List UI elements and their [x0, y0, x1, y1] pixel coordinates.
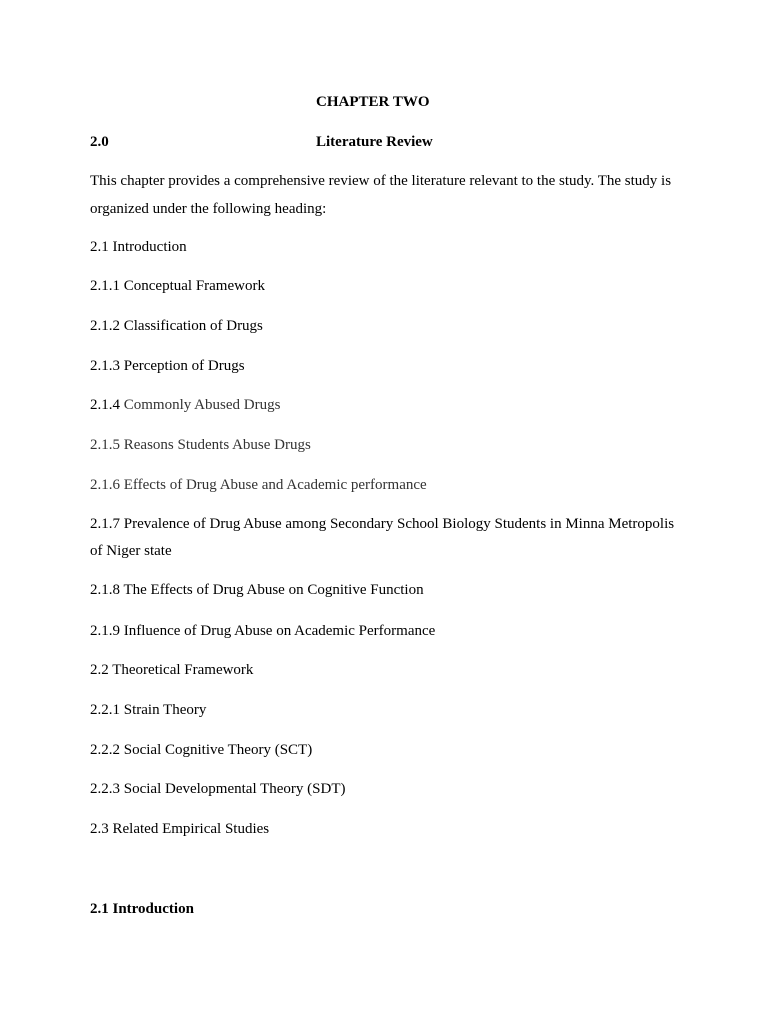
toc-number: 2.1.6	[90, 477, 120, 493]
toc-number: 2.1.5	[90, 437, 120, 453]
toc-label: Social Developmental Theory (SDT)	[123, 781, 346, 797]
toc-number: 2.1.8	[90, 582, 120, 598]
toc-item	[90, 511, 690, 565]
toc-number: 2.2	[90, 662, 109, 678]
toc-number: 2.3	[90, 821, 109, 837]
toc-number: 2.1.3	[90, 358, 120, 374]
toc-number: 2.1.9	[90, 623, 120, 639]
section-heading	[90, 132, 690, 152]
toc-label: The Effects of Drug Abuse on Cognitive Function	[123, 582, 424, 598]
toc-label: Effects of Drug Abuse and Academic performance	[123, 477, 427, 493]
intro-paragraph: This chapter provides a comprehensive review of the literature relevant to the study. The study is organized under the following heading:	[90, 173, 672, 217]
toc-label: Perception of Drugs	[123, 358, 245, 374]
toc-label: Influence of Drug Abuse on Academic Performance	[123, 623, 436, 639]
toc-item	[90, 816, 690, 843]
toc-number: 2.2.1	[90, 702, 120, 718]
toc-label: Theoretical Framework	[112, 662, 254, 678]
toc-label: Prevalence of Drug Abuse among Secondary School Biology Students in Minna Metropolis of Niger state	[90, 516, 675, 559]
toc-item	[90, 577, 690, 604]
subheading: 2.1 Introduction	[90, 901, 194, 917]
toc-item	[90, 353, 690, 380]
toc-item	[90, 313, 690, 340]
toc-item	[90, 472, 690, 499]
toc-label: Commonly Abused Drugs	[123, 397, 281, 413]
toc-number: 2.1	[90, 239, 109, 255]
toc-label: Social Cognitive Theory (SCT)	[123, 742, 313, 758]
toc-item	[90, 776, 690, 803]
toc-item	[90, 392, 690, 419]
toc-number: 2.2.2	[90, 742, 120, 758]
toc-number: 2.1.1	[90, 278, 120, 294]
toc-label: Reasons Students Abuse Drugs	[123, 437, 311, 453]
toc-label: Related Empirical Studies	[112, 821, 270, 837]
section-number: 2.0	[90, 134, 109, 150]
toc-item	[90, 273, 690, 300]
toc-label: Introduction	[112, 239, 187, 255]
toc-label: Strain Theory	[123, 702, 207, 718]
toc-number: 2.1.4	[90, 397, 120, 413]
toc-item	[90, 234, 690, 261]
toc-item	[90, 618, 690, 645]
toc-number: 2.1.7	[90, 516, 120, 532]
toc-label: Conceptual Framework	[123, 278, 265, 294]
toc-item	[90, 657, 690, 684]
chapter-title: CHAPTER TWO	[316, 94, 430, 110]
toc-label: Classification of Drugs	[123, 318, 263, 334]
toc-item	[90, 697, 690, 724]
toc-item	[90, 737, 690, 764]
toc-item	[90, 432, 690, 459]
section-title: Literature Review	[316, 134, 433, 150]
toc-number: 2.2.3	[90, 781, 120, 797]
toc-number: 2.1.2	[90, 318, 120, 334]
